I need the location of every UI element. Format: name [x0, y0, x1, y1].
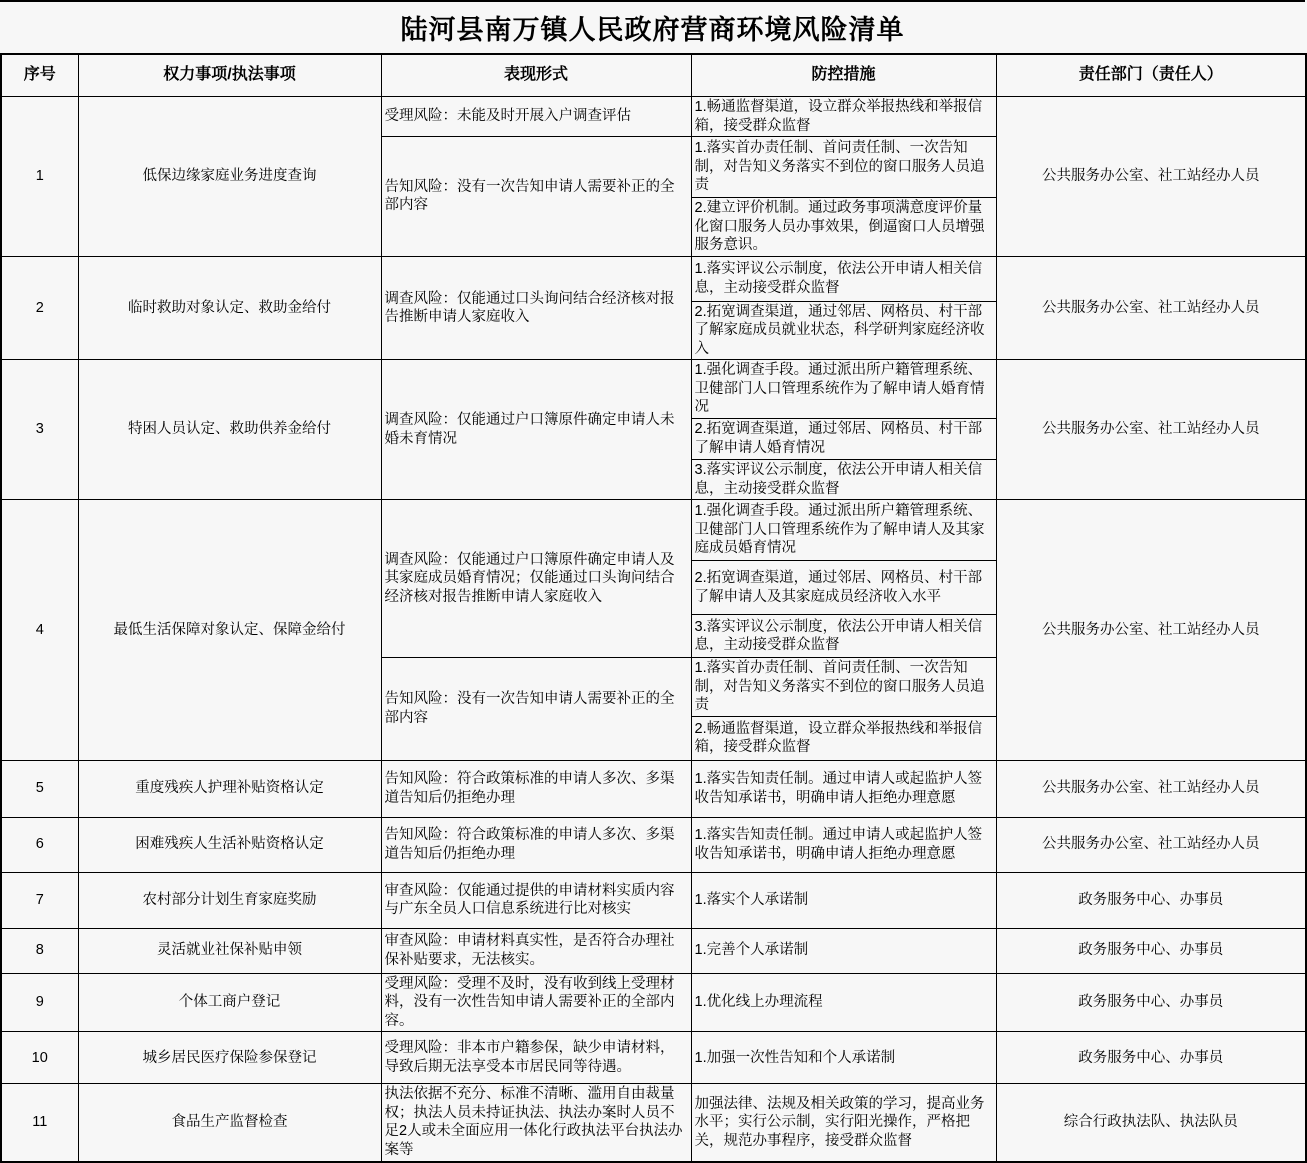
control-measure: 加强法律、法规及相关政策的学习，提高业务水平；实行公示制，实行阳光操作，严格把关，规范办事程序，接受群众监督	[691, 1084, 996, 1162]
power-item: 困难残疾人生活补贴资格认定	[78, 817, 381, 872]
header-item: 权力事项/执法事项	[78, 54, 381, 97]
header-measure: 防控措施	[691, 54, 996, 97]
responsible-dept: 政务服务中心、办事员	[996, 973, 1306, 1032]
power-item: 城乡居民医疗保险参保登记	[78, 1032, 381, 1084]
table-row	[1, 872, 1306, 928]
table-row	[1, 760, 1306, 817]
risk-form: 执法依据不充分、标准不清晰、滥用自由裁量权；执法人员未持证执法、执法办案时人员不足2人或未全面应用一体化行政执法平台执法办案等	[381, 1084, 691, 1162]
control-measure: 1.强化调查手段。通过派出所户籍管理系统、卫健部门人口管理系统作为了解申请人及其家庭成员婚育情况	[691, 500, 996, 561]
control-measure: 1.落实评议公示制度，依法公开申请人相关信息，主动接受群众监督	[691, 256, 996, 301]
responsible-dept: 综合行政执法队、执法队员	[996, 1084, 1306, 1162]
header-form: 表现形式	[381, 54, 691, 97]
power-item: 食品生产监督检查	[78, 1084, 381, 1162]
header-no: 序号	[1, 54, 78, 97]
row-number: 11	[1, 1084, 78, 1162]
power-item: 灵活就业社保补贴申领	[78, 928, 381, 973]
power-item: 特困人员认定、救助供养金给付	[78, 360, 381, 500]
control-measure: 1.优化线上办理流程	[691, 973, 996, 1032]
responsible-dept: 公共服务办公室、社工站经办人员	[996, 760, 1306, 817]
power-item: 临时救助对象认定、救助金给付	[78, 256, 381, 360]
responsible-dept: 公共服务办公室、社工站经办人员	[996, 500, 1306, 761]
control-measure: 1.落实首办责任制、首问责任制、一次告知制，对告知义务落实不到位的窗口服务人员追责	[691, 658, 996, 717]
page-title: 陆河县南万镇人民政府营商环境风险清单	[400, 15, 905, 45]
risk-form: 调查风险：仅能通过口头询问结合经济核对报告推断申请人家庭收入	[381, 256, 691, 360]
row-number: 6	[1, 817, 78, 872]
power-item: 重度残疾人护理补贴资格认定	[78, 760, 381, 817]
risk-form: 告知风险：符合政策标准的申请人多次、多渠道告知后仍拒绝办理	[381, 760, 691, 817]
risk-form: 告知风险：没有一次告知申请人需要补正的全部内容	[381, 137, 691, 257]
row-number: 5	[1, 760, 78, 817]
risk-form: 受理风险：非本市户籍参保，缺少申请材料，导致后期无法享受本市居民同等待遇。	[381, 1032, 691, 1084]
risk-table	[0, 53, 1307, 1163]
table-row	[1, 973, 1306, 1032]
power-item: 农村部分计划生育家庭奖励	[78, 872, 381, 928]
risk-form: 审查风险：申请材料真实性，是否符合办理社保补贴要求，无法核实。	[381, 928, 691, 973]
responsible-dept: 公共服务办公室、社工站经办人员	[996, 360, 1306, 500]
control-measure: 1.落实告知责任制。通过申请人或起监护人签收告知承诺书，明确申请人拒绝办理意愿	[691, 817, 996, 872]
risk-form: 调查风险：仅能通过户口簿原件确定申请人未婚未育情况	[381, 360, 691, 500]
responsible-dept: 政务服务中心、办事员	[996, 928, 1306, 973]
table-row	[1, 817, 1306, 872]
responsible-dept: 公共服务办公室、社工站经办人员	[996, 97, 1306, 257]
row-number: 2	[1, 256, 78, 360]
row-number: 4	[1, 500, 78, 761]
power-item: 最低生活保障对象认定、保障金给付	[78, 500, 381, 761]
header-row	[1, 54, 1306, 97]
table-row	[1, 500, 1306, 561]
table-row	[1, 256, 1306, 301]
table-row	[1, 1084, 1306, 1162]
control-measure: 2.畅通监督渠道，设立群众举报热线和举报信箱，接受群众监督	[691, 716, 996, 760]
control-measure: 1.落实首办责任制、首问责任制、一次告知制，对告知义务落实不到位的窗口服务人员追责	[691, 137, 996, 198]
control-measure: 1.强化调查手段。通过派出所户籍管理系统、卫健部门人口管理系统作为了解申请人婚育情况	[691, 360, 996, 419]
power-item: 个体工商户登记	[78, 973, 381, 1032]
power-item: 低保边缘家庭业务进度查询	[78, 97, 381, 257]
control-measure: 1.完善个人承诺制	[691, 928, 996, 973]
table-row	[1, 928, 1306, 973]
table-row	[1, 360, 1306, 419]
control-measure: 1.落实个人承诺制	[691, 872, 996, 928]
control-measure: 1.畅通监督渠道，设立群众举报热线和举报信箱，接受群众监督	[691, 97, 996, 137]
title-bar	[0, 0, 1305, 53]
table-row	[1, 1032, 1306, 1084]
control-measure: 2.建立评价机制。通过政务事项满意度评价量化窗口服务人员办事效果，倒逼窗口人员增强服务意识。	[691, 198, 996, 257]
control-measure: 3.落实评议公示制度，依法公开申请人相关信息，主动接受群众监督	[691, 615, 996, 658]
control-measure: 1.加强一次性告知和个人承诺制	[691, 1032, 996, 1084]
row-number: 10	[1, 1032, 78, 1084]
control-measure: 3.落实评议公示制度，依法公开申请人相关信息，主动接受群众监督	[691, 460, 996, 500]
risk-form: 告知风险：符合政策标准的申请人多次、多渠道告知后仍拒绝办理	[381, 817, 691, 872]
row-number: 8	[1, 928, 78, 973]
risk-form: 调查风险：仅能通过户口簿原件确定申请人及其家庭成员婚育情况；仅能通过口头询问结合经济核对报告推断申请人家庭收入	[381, 500, 691, 658]
header-dept: 责任部门（责任人）	[996, 54, 1306, 97]
control-measure: 2.拓宽调查渠道，通过邻居、网格员、村干部了解家庭成员就业状态，科学研判家庭经济收入	[691, 301, 996, 360]
control-measure: 1.落实告知责任制。通过申请人或起监护人签收告知承诺书，明确申请人拒绝办理意愿	[691, 760, 996, 817]
risk-form: 受理风险：未能及时开展入户调查评估	[381, 97, 691, 137]
risk-form: 受理风险：受理不及时，没有收到线上受理材料，没有一次性告知申请人需要补正的全部内容。	[381, 973, 691, 1032]
responsible-dept: 公共服务办公室、社工站经办人员	[996, 817, 1306, 872]
responsible-dept: 政务服务中心、办事员	[996, 872, 1306, 928]
control-measure: 2.拓宽调查渠道，通过邻居、网格员、村干部了解申请人婚育情况	[691, 419, 996, 460]
risk-form: 告知风险：没有一次告知申请人需要补正的全部内容	[381, 658, 691, 761]
risk-form: 审查风险：仅能通过提供的申请材料实质内容与广东全员人口信息系统进行比对核实	[381, 872, 691, 928]
row-number: 7	[1, 872, 78, 928]
responsible-dept: 公共服务办公室、社工站经办人员	[996, 256, 1306, 360]
row-number: 9	[1, 973, 78, 1032]
control-measure: 2.拓宽调查渠道，通过邻居、网格员、村干部了解申请人及其家庭成员经济收入水平	[691, 561, 996, 615]
row-number: 1	[1, 97, 78, 257]
row-number: 3	[1, 360, 78, 500]
table-row	[1, 97, 1306, 137]
responsible-dept: 政务服务中心、办事员	[996, 1032, 1306, 1084]
